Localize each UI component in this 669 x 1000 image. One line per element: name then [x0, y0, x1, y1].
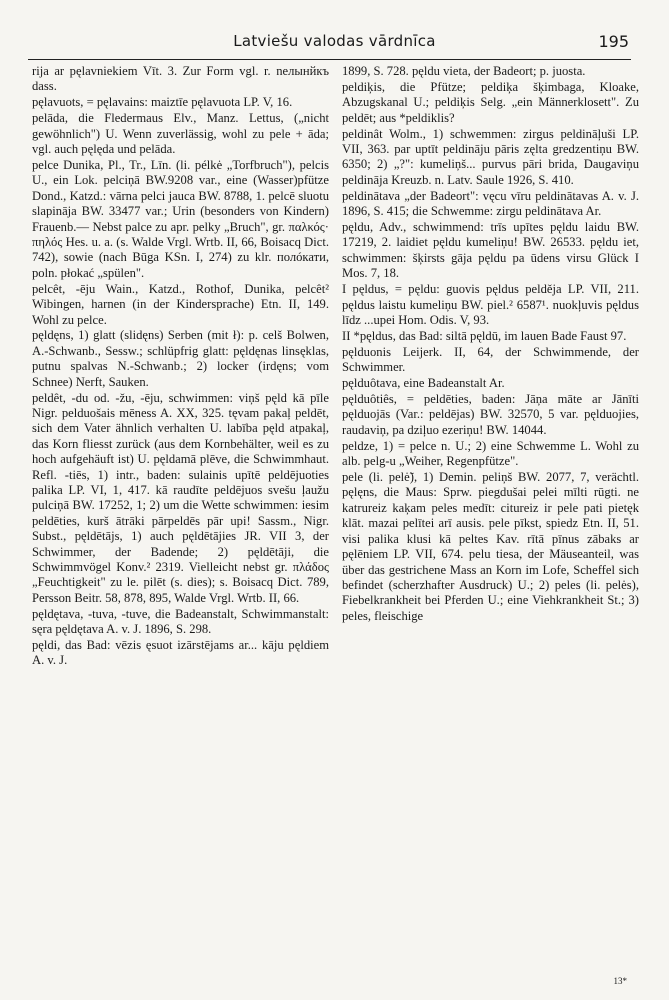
page-number: 195: [598, 32, 629, 51]
dictionary-entry: peldiķis, die Pfütze; peldiķa šķimbaga, Kloake, Abzugskanal U.; peldiķis Selg. „ein Männerklosett". Zu peldēt; aus *peldiklis?: [342, 79, 639, 125]
dictionary-entry: pęlduôtiês, = peldēties, baden: Jāņa māte ar Jānīti pęlduojās (Var.: peldējas) BW. 32570, 5 var. pęlduojies, raudaviņ, pa dziļuo ezeriņu! BW. 14044.: [342, 392, 639, 437]
right-column: [342, 64, 639, 625]
page-header: [0, 0, 669, 60]
dictionary-entry: pelcêt, -ēju Wain., Katzd., Rothof, Dunika, pelcêt² Wibingen, harnen (in der Kindersprache) Etn. II, 149. Wohl zu pelce.: [32, 281, 329, 327]
dictionary-entry: peldinātava „der Badeort": vęcu vīru peldinātavas A. v. J. 1896, S. 415; die Schwemme: zirgu peldinātava Ar.: [342, 188, 639, 219]
running-title: Latviešu valodas vārdnīca: [233, 32, 436, 50]
dictionary-entry: peldze, 1) = pelce n. U.; 2) eine Schwemme L. Wohl zu alb. pelg-u „Weiher, Regenpfütze".: [342, 438, 639, 469]
dictionary-entry: pęldętava, -tuva, -tuve, die Badeanstalt, Schwimmanstalt: sęra pęldętava A. v. J. 1896, S. 298.: [32, 606, 329, 637]
dictionary-entry: pęlduôtava, eine Badeanstalt Ar.: [342, 376, 505, 391]
dictionary-entry: pęlduonis Leijerk. II, 64, der Schwimmende, der Schwimmer.: [342, 344, 639, 375]
dictionary-entry: pelāda, die Fledermaus Elv., Manz. Lettus, („nicht gewöhnlich") U. Wenn zuverlässig, wohl zu pele + āda; vgl. auch pęlęda und pelāda.: [32, 111, 329, 157]
dictionary-entry: pele (li. pelė̃), 1) Demin. peliņš BW. 2077, 7, verächtl. pęlęns, die Maus: Sprw. piegdušai pelei mīlti rūgti. ne katrureiz kaķam peles medīt: citureiz ir pele pati pietęk klāt. mazai pelītei arī ausis. pele pīkst, spiedz Etn. II, 51. visi palika klusi kā peltes Kav. rītā pīnus zābaks ar pęlēniem LP. VII, 674. pelu tiesa, der Mäuseanteil, was über das gestrichene Mass an Korn im Lofe, Scheffel sich befindet (scherzhafter Ausdruck) U.; 2) peles (li. pelės), Fiebelkrankheit bei Pferden U.; eine Viehkrankheit St.; 3) peles, fleischige: [342, 470, 639, 623]
dictionary-entry: 1899, S. 728. pęldu vieta, der Badeort; p. juosta.: [342, 64, 586, 78]
dictionary-entry: I pęldus, = pęldu: guovis pęldus pelděja LP. VII, 211. pęldus laistu kumeliņu BW. piel.² 6587¹. nuokļuvis pęldus līdz ...upei Hom. Odis. V, 93.: [342, 282, 639, 327]
dictionary-entry: pęldu, Adv., schwimmend: trīs upītes pęldu laidu BW. 17219, 2. laidiet pęldu kumeliņu! BW. 26533. pęldu iet, schwimmen: šķirsts gāja pęldu pa ūdens virsu Glück I Mos. 7, 18.: [342, 220, 639, 281]
dictionary-entry: rija ar pęlavniekiem Vīt. 3. Zur Form vgl. r. nелынйкъ dass.: [32, 64, 329, 94]
dictionary-entry: pelce Dunika, Pl., Tr., Līn. (li. pélkė „Torfbruch"), pelcis U., ein Lok. pelciņā BW.9208 var., eine (Wasser)pfütze Dond., Katzd.: vārna pelci jauca BW. 8788, 1. pelcē sluotu slapināja BW. 33477 var.; Urin (besonders von Kindern) Frauenb.— Nebst palce zu apr. pelky „Bruch", gr. παλκός· πηλός Hes. u. a. (s. Walde Vrgl. Wrtb. II, 66, Boisacq Dict. 742), sowie (nach Būga KSn. I, 274) zu klr. полóкати, poln. płokać „spülen".: [32, 157, 329, 280]
left-column: [32, 64, 329, 669]
dictionary-entry: pęldęns, 1) glatt (slidęns) Serben (mit ł): p. celš Bolwen, A.-Schwanb., Sessw.; schlüpfrig glatt: pęldęnas linsęklas, putnu spalvas N.-Schwanb.; 2) locker (irdęns; vom Schnee) Nerft, Sauken.: [32, 328, 329, 389]
header-rule: [28, 59, 631, 60]
dictionary-entry: peldinât Wolm., 1) schwemmen: zirgus peldināļuši LP. VII, 363. par uptīt peldināju pāris zęlta gredzentiņu BW. 6350; 2) „?": kumeliņš... purvus pāri brida, Daugaviņu peldināja Kreuzb. n. Latv. Saule 1926, S. 410.: [342, 126, 639, 187]
dictionary-entry: peldêt, -du od. -žu, -ēju, schwimmen: viņš pęld kā pīle Nigr. pelduošais mēness A. XX, 325. tęvam pakaļ peldēt, sich dem Vater ähnlich verhalten U. labība pęld atpakaļ, das Korn fliesst zurück (aus dem Kornbehälter, weil es zu hoch aufgehäuft ist) U. pęldamā plēve, die Schwimmhaut. Refl. -tiēs, 1) intr., baden: sulainis upītē peldējuoties palika LP. VI, 1, 417. kā raudīte peldējuos svešu ļaužu pulciņā BW. 17252, 1; 2) um die Wette schwimmen: iesim peldēties, kurš ātrāki pārpeldēs pār upi! Sassm., Nigr. Subst., pęldētājs, 1) auch pęldētājies JR. VII 3, der Schwimmer, der Badende; 2) pęldētāji, die Schwimmvögel Konv.² 2319. Vielleicht nebst gr. πλάδος „Feuchtigkeit" zu le. pilēt (s. dies); s. Boisacq Dict. 789, Persson Beitr. 58, 878, 895, Walde Vrgl. Wrtb. II, 66.: [32, 390, 329, 605]
dictionary-entry: II *pęldus, das Bad: siltā pęldū, im lauen Bade Faust 97.: [342, 328, 627, 343]
dictionary-entry: pęlavuots, = pęlavains: maiztīe pęlavuota LP. V, 16.: [32, 95, 293, 110]
dictionary-entry: pęldi, das Bad: vēzis ęsuot izārstējams ar... kāju pęldiem A. v. J.: [32, 638, 329, 668]
signature-mark: 13*: [613, 976, 627, 986]
